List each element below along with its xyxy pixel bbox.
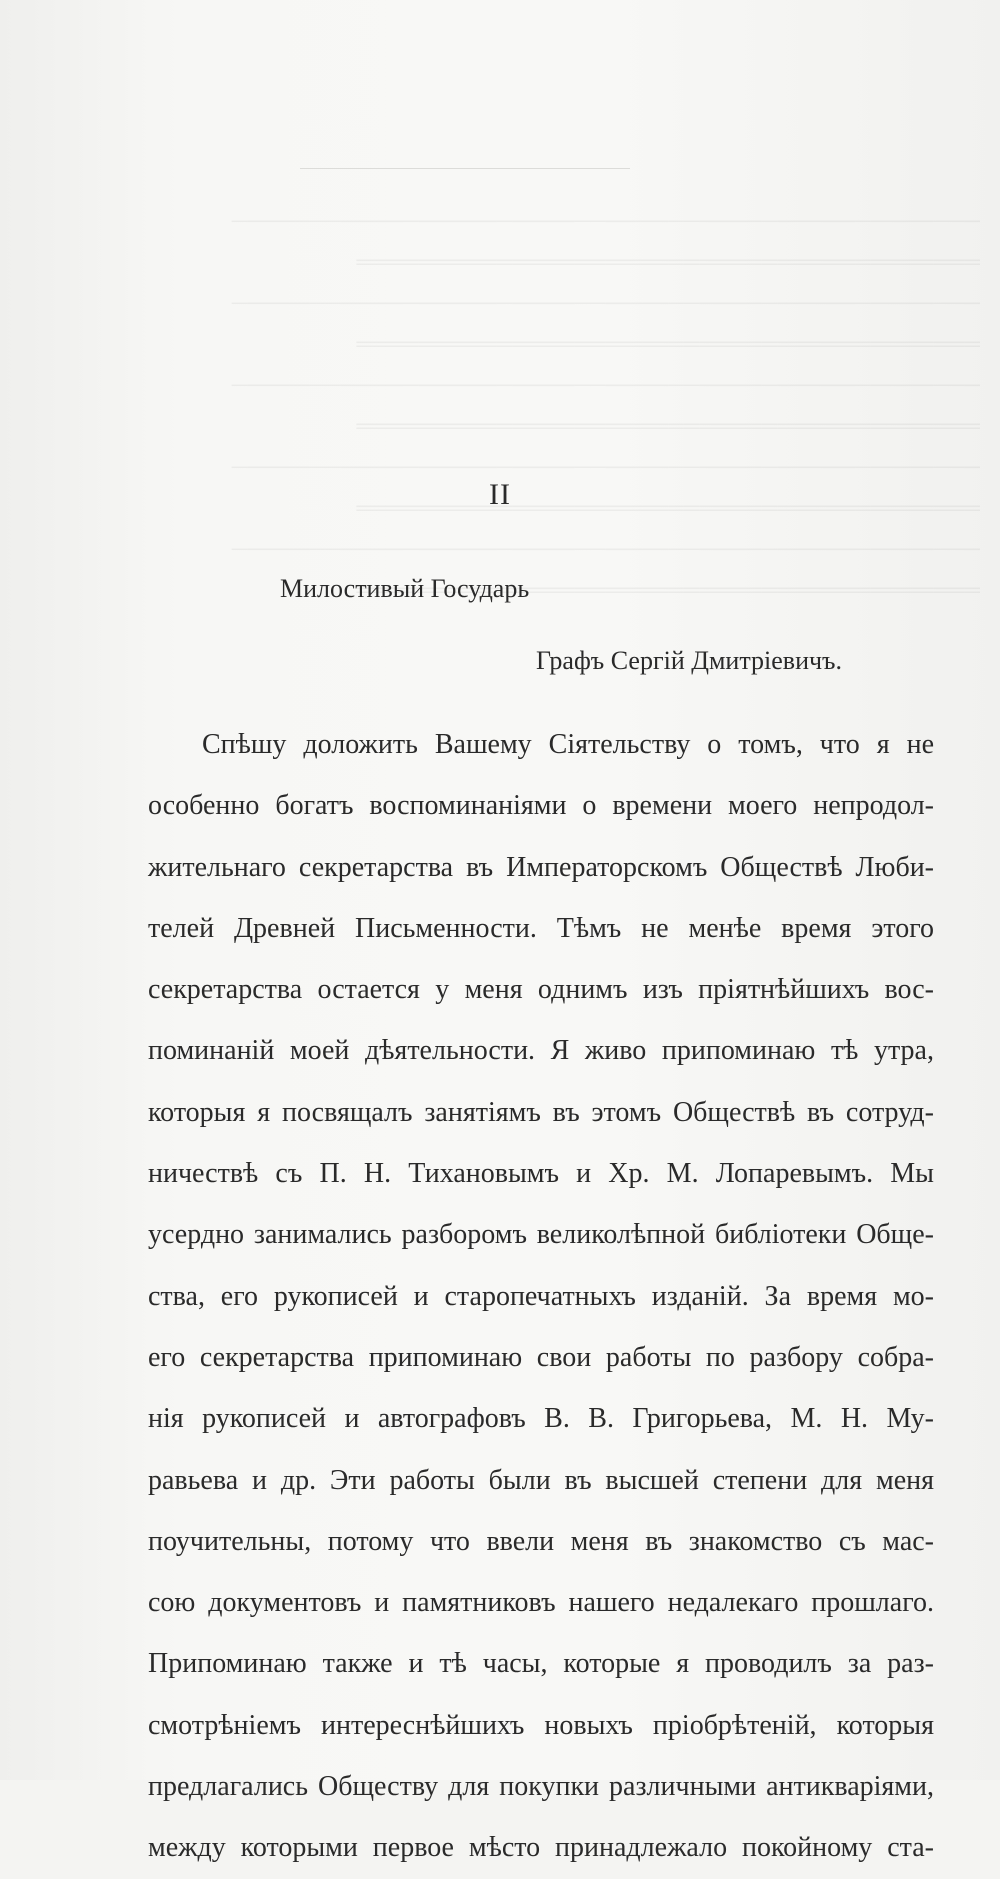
body-line: Спѣшу доложить Вашему Сіятельству о томъ, что я не (202, 729, 934, 760)
body-line: поминаній моей дѣятельности. Я живо припоминаю тѣ утра, (148, 1035, 934, 1067)
body-line: смотрѣніемъ интереснѣйшихъ новыхъ пріобрѣтеній, которыя (148, 1709, 934, 1741)
section-number: II (489, 478, 511, 511)
body-line: которыя я посвящалъ занятіямъ въ этомъ Обществѣ въ сотруд- (148, 1096, 934, 1128)
body-line: ства, его рукописей и старопечатныхъ изданій. За время мо- (148, 1280, 934, 1312)
header-rule (300, 168, 630, 169)
body-line: предлагались Обществу для покупки различными антикваріями, (148, 1771, 934, 1803)
body-line: равьева и др. Эти работы были въ высшей степени для меня (148, 1464, 934, 1496)
body-line: Припоминаю также и тѣ часы, которые я проводилъ за раз- (148, 1648, 934, 1680)
body-line: между которыми первое мѣсто принадлежало покойному ста- (148, 1832, 934, 1864)
body-line: поучительны, потому что ввели меня въ знакомство съ мас- (148, 1525, 934, 1557)
body-line: телей Древней Письменности. Тѣмъ не менѣе время этого (148, 912, 934, 944)
addressee: Графъ Сергій Дмитріевичъ. (536, 646, 842, 675)
body-line: нія рукописей и автографовъ В. В. Григорьева, М. Н. Му- (148, 1403, 934, 1435)
letter-body (148, 714, 934, 1879)
body-line: секретарства остается у меня однимъ изъ пріятнѣйшихъ вос- (148, 974, 934, 1006)
body-line: его секретарства припоминаю свои работы по разбору собра- (148, 1341, 934, 1373)
body-line: усердно занимались разборомъ великолѣпной библіотеки Обще- (148, 1219, 934, 1251)
body-line: сою документовъ и памятниковъ нашего недалекаго прошлаго. (148, 1587, 934, 1619)
body-line: жительнаго секретарства въ Императорскомъ Обществѣ Люби- (148, 851, 934, 883)
body-line: ничествѣ съ П. Н. Тихановымъ и Хр. М. Лопаревымъ. Мы (148, 1158, 934, 1190)
body-line: особенно богатъ воспоминаніями о времени моего непродол- (148, 790, 934, 822)
salutation: Милостивый Государь (280, 574, 530, 603)
